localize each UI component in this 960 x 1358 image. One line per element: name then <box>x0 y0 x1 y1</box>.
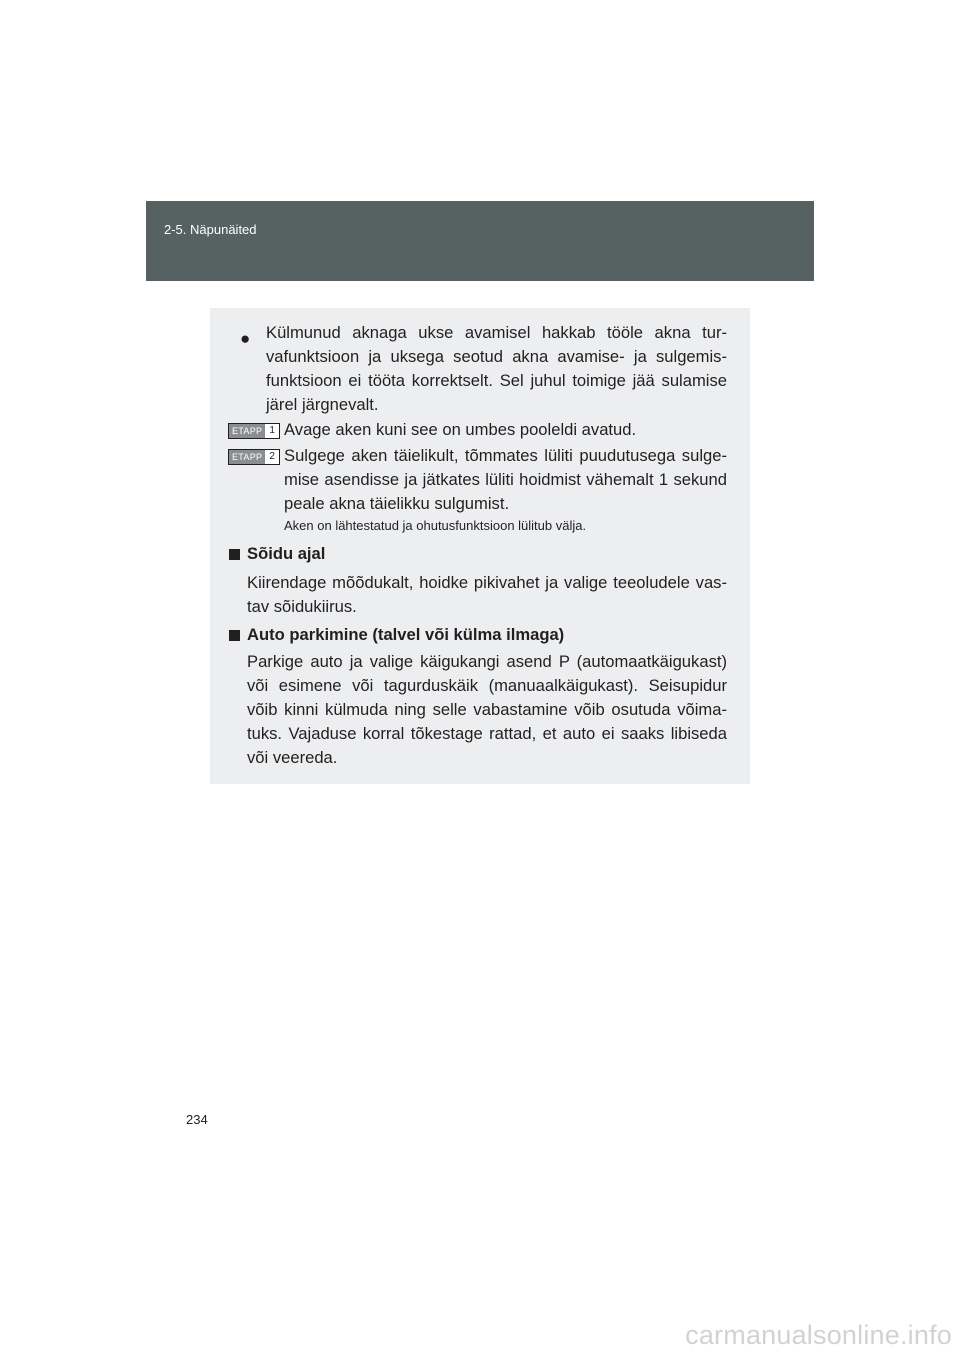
bullet-dot-icon: ● <box>240 329 251 348</box>
step-2-text: Sulgege aken täielikult, tõmmates lüliti puudutusega sulge- mise asendisse ja jätkates lüliti hoidmist vähemalt 1 sekund peale akna täielikku sulgumist. <box>284 446 727 513</box>
watermark: carmanualsonline.info <box>685 1320 952 1350</box>
step-badge-1: ETAPP 1 <box>228 423 280 439</box>
section-header <box>146 201 814 281</box>
step-note: Aken on lähtestatud ja ohutusfunktsioon lülitub välja. <box>284 518 587 533</box>
step-badge-2: ETAPP 2 <box>228 449 280 465</box>
heading-driving: Sõidu ajal <box>247 544 326 563</box>
tips-panel <box>210 308 750 784</box>
step-1-text: Avage aken kuni see on umbes pooleldi avatud. <box>284 420 637 439</box>
heading-parking: Auto parkimine (talvel või külma ilmaga) <box>247 625 565 644</box>
section-title: 2-5. Näpunäited <box>164 222 257 237</box>
driving-paragraph: Kiirendage mõõdukalt, hoidke pikivahet ja valige teeoludele vas- tav sõidukiirus. <box>247 573 727 616</box>
section-square-icon <box>229 549 240 560</box>
parking-paragraph: Parkige auto ja valige käigukangi asend P (automaatkäigukast) või esimene või tagurduskäik (manuaalkäigukast). Seisupidur võib kinni külmuda ning selle vabastamine võib osutuda võima- tuks. Vajaduse korral tõkestage rattad, et auto ei saaks libiseda või veereda. <box>247 652 727 767</box>
page-number: 234 <box>186 1112 208 1127</box>
intro-paragraph: Külmunud aknaga ukse avamisel hakkab tööle akna tur- vafunktsioon ja uksega seotud akna avamise- ja sulgemis- funktsioon ei tööta korrektselt. Sel juhul toimige jää sulamise järel järgnevalt. <box>266 323 727 414</box>
section-square-icon <box>229 630 240 641</box>
